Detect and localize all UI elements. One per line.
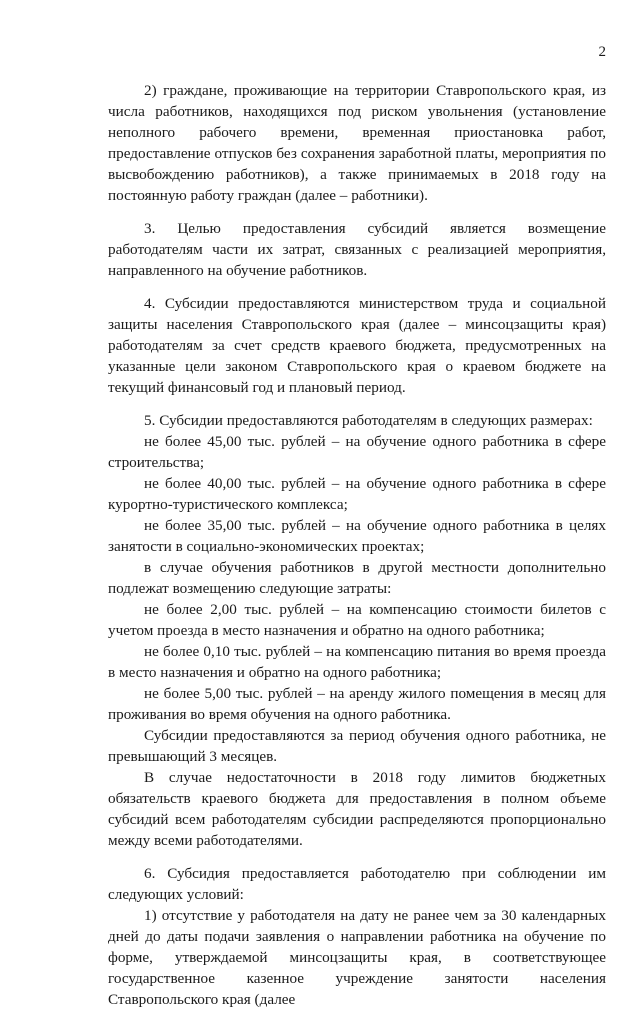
amount-travel-meals: не более 0,10 тыс. рублей – на компенсацию питания во время проезда в место назначения и обратно на одного работника; xyxy=(108,643,606,681)
amount-housing-rent: не более 5,00 тыс. рублей – на аренду жилого помещения в месяц для проживания во время обучения на одного работника. xyxy=(108,685,606,723)
amount-construction: не более 45,00 тыс. рублей – на обучение одного работника в сфере строительства; xyxy=(108,433,606,471)
subsidy-period: Субсидии предоставляются за период обучения одного работника, не превышающий 3 месяцев. xyxy=(108,727,606,765)
paragraph-subsidy-amounts: 5. Субсидии предоставляются работодателям в следующих размерах: xyxy=(144,412,593,429)
paragraph-subsidy-purpose: 3. Целью предоставления субсидий является возмещение работодателям части их затрат, связанных с реализацией мероприятия, направленного на обучение работников. xyxy=(108,220,606,279)
condition-1: 1) отсутствие у работодателя на дату не ранее чем за 30 календарных дней до даты подачи заявления о направлении работника на обучение по форме, утверждаемой минсоцзащиты края, в соответствующее государственное казенное учреждение занятости населения Ставропольского края (далее xyxy=(108,907,606,1008)
other-locality-costs: в случае обучения работников в другой местности дополнительно подлежат возмещению следующие затраты: xyxy=(108,559,606,597)
paragraph-subsidy-provider: 4. Субсидии предоставляются министерством труда и социальной защиты населения Ставропольского края (далее – минсоцзащиты края) работодателям за счет средств краевого бюджета, предусмотренных на указанные цели законом Ставропольского края о краевом бюджете на текущий финансовый год и плановый период. xyxy=(108,295,606,396)
paragraph-citizens-category: 2) граждане, проживающие на территории Ставропольского края, из числа работников, находящихся под риском увольнения (установление неполного рабочего времени, временная приостановка работ, предоставление отпусков без сохранения заработной платы, мероприятия по высвобождению работников), а также принимаемых в 2018 году на постоянную работу граждан (далее – работники). xyxy=(108,82,606,204)
paragraph-subsidy-conditions: 6. Субсидия предоставляется работодателю при соблюдении им следующих условий: xyxy=(108,865,606,903)
amount-socio-economic: не более 35,00 тыс. рублей – на обучение одного работника в целях занятости в социально-экономических проектах; xyxy=(108,517,606,555)
page-number: 2 xyxy=(598,44,606,60)
amount-resort-tourism: не более 40,00 тыс. рублей – на обучение одного работника в сфере курортно-туристического комплекса; xyxy=(108,475,606,513)
proportional-distribution: В случае недостаточности в 2018 году лимитов бюджетных обязательств краевого бюджета для предоставления в полном объеме субсидий всем работодателям субсидии распределяются пропорционально между всеми работодателями. xyxy=(108,769,606,849)
document-body xyxy=(108,80,606,1010)
amount-travel-tickets: не более 2,00 тыс. рублей – на компенсацию стоимости билетов с учетом проезда в место назначения и обратно на одного работника; xyxy=(108,601,606,639)
